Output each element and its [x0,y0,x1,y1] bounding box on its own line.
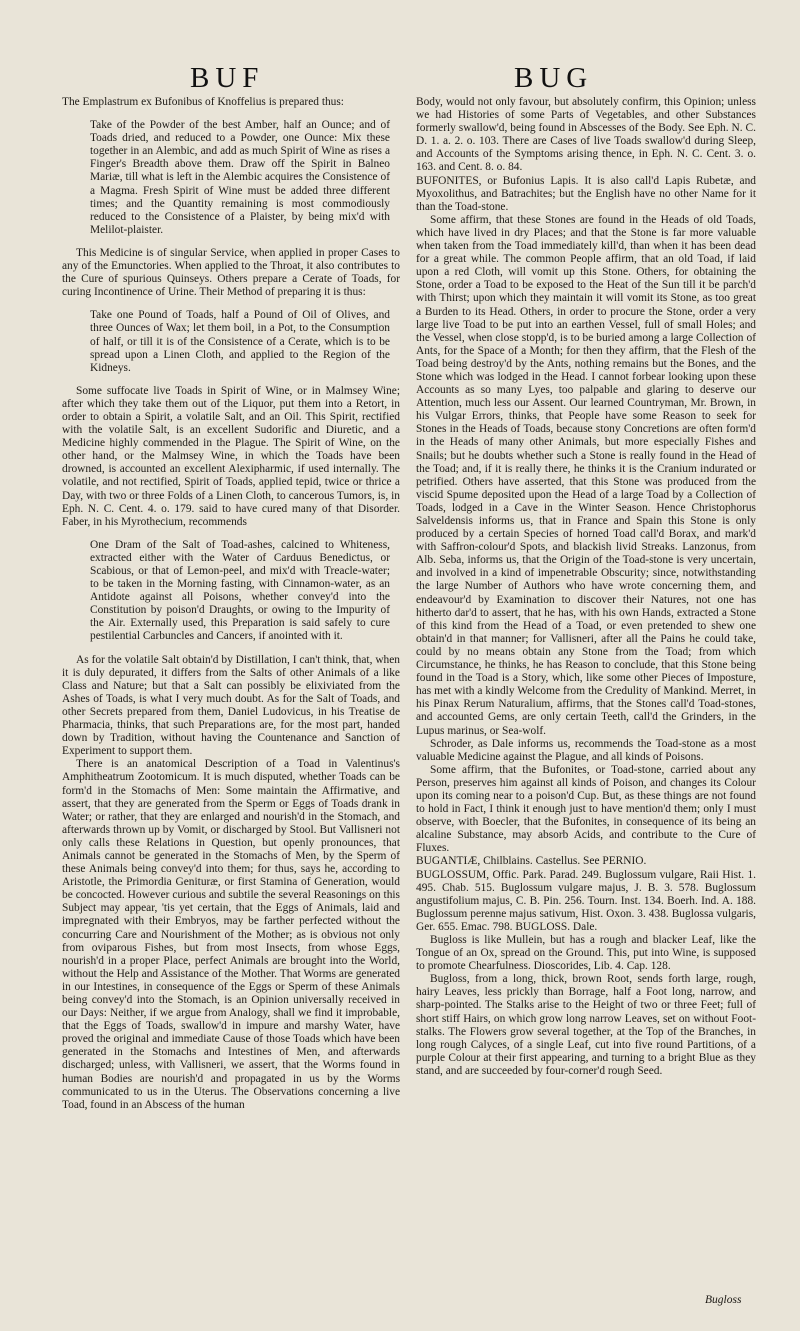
recipe-block [90,309,390,374]
running-head-left: BUF [190,62,265,94]
recipe-text: Take of the Powder of the best Amber, half an Ounce; and of Toads dried, and reduced to a Powder, one Ounce: Mix these together in an Alembic, and add as much Spirit of Wine as rises a Finger's Breadth above them. Draw off the Spirit in Balneo Mariæ, till what is left in the Alembic acquires the Consistence of a Magma. Fresh Spirit of Wine must be added three different times; and the Quantity remaining is most commodiously reduced to the Consistence of a Plaister, by being mix'd with Melilot-plaister. [90,119,390,236]
catchword: Bugloss [705,1294,742,1306]
paragraph: This Medicine is of singular Service, when applied in proper Cases to any of the Emunctories. When applied to the Throat, it also contributes to the Cure of spurious Quinseys. Others prepare a Cerate of Toads, for curing Incontinence of Urine. Their Method of preparing it is thus: [62,246,400,299]
recipe-text: One Dram of the Salt of Toad-ashes, calcined to Whiteness, extracted either with the Water of Carduus Benedictus, or Scabious, or that of Lemon-peel, and mix'd with Treacle-water; to be taken in the Morning fasting, with Cinnamon-water, as an Antidote against all Poisons, whether convey'd into the Constitution by poison'd Draughts, or owing to the Impurity of the Air. Externally used, this Preparation is said safely to cure pestilential Carbuncles and Cancers, if anointed with it. [90,538,390,643]
entry-bugantiae: BUGANTIÆ, Chilblains. Castellus. See PERNIO. [416,855,647,868]
paragraph: Schroder, as Dale informs us, recommends the Toad-stone as a most valuable Medicine against the Plague, and all kinds of Poisons. [416,737,756,763]
recipe-block [90,119,390,237]
paragraph: Body, would not only favour, but absolutely confirm, this Opinion; unless we had Histories of some Parts of Vegetables, and other Substances formerly swallow'd, being found in Abscesses of the Body. See Eph. N. C. D. 1. a. 2. o. 103. There are Cases of live Toads swallow'd during Sleep, and Accounts of the Symptoms arising thence, in Eph. N. C. Cent. 3. o. 163. and Cent. 8. o. 84. [416,96,756,174]
entry-buglossum: BUGLOSSUM, Offic. Park. Parad. 249. Buglossum vulgare, Raii Hist. 1. 495. Chab. 515. Buglossum vulgare majus, J. B. 3. 578. Buglossum angustifolium majus, C. B. Pin. 256. Tourn. Inst. 134. Boerh. Ind. A. 188. Buglossum perenne majus sativum, Hist. Oxon. 3. 438. Buglossa vulgaris, Ger. 655. Emac. 798. BUGLOSS. Dale. [416,868,756,933]
paragraph: The Emplastrum ex Bufonibus of Knoffelius is prepared thus: [62,96,344,108]
paragraph: Bugloss is like Mullein, but has a rough and blacker Leaf, like the Tongue of an Ox, spread on the Ground. This, put into Wine, is supposed to promote Chearfulness. Dioscorides, Lib. 4. Cap. 128. [416,934,756,973]
right-column [416,96,756,1311]
paragraph: Some affirm, that the Bufonites, or Toad-stone, carried about any Person, preserves him against all kinds of Poison, and changes its Colour upon its coming near to a poison'd Cup. But, as these things are not found to hold in Fact, I think it enough just to have mention'd them; only I must observe, with Boecler, that the Bufonites, in consequence of its being an alcaline Substance, may absorb Acids, and contribute to the Cure of Fluxes. [416,763,756,855]
paragraph: Some suffocate live Toads in Spirit of Wine, or in Malmsey Wine; after which they take them out of the Liquor, put them into a Retort, in order to obtain a Spirit, a volatile Salt, and an Oil. This Spirit, rectified with the volatile Salt, is an excellent Sudorific and Diuretic, and a Medicine highly commended in the Plague. The Spirit of Wine, on the other hand, or the Malmsey Wine, in which the Toads have been drowned, is accounted an excellent Alexipharmic, if used internally. The volatile, and not rectified, Spirit of Toads, applied tepid, twice or thrice a Day, with two or three Folds of a Linen Cloth, to cancerous Tumors, is, in Eph. N. C. Cent. 4. o. 179. said to have cured many of that Disorder. Faber, in his Myrothecium, recommends [62,384,400,528]
entry-bufonites: BUFONITES, or Bufonius Lapis. It is also call'd Lapis Rubetæ, and Myoxolithus, and Batrachites; but the English have no other Name for it than the Toad-stone. [416,174,756,213]
paragraph: There is an anatomical Description of a Toad in Valentinus's Amphitheatrum Zootomicum. It is much disputed, whether Toads can be form'd in the Stomachs of Men: Some maintain the Affirmative, and assert, that they are generated from the Sperm or Eggs of Toads drank in Water; or rather, that they are enlarged and nourish'd in the Stomach, and afterwards thrown up by Vomit, or discharged by Stool. But Vallisneri not only calls these Relations in Question, but openly pronounces, that Animals cannot be generated in the Stomachs of Men, by the Sperm of these Animals being convey'd into them; for thus, says he, according to Aristotle, the Primordia Genituræ, or first Stamina of Generation, would be concocted. However curious and subtile the several Reasonings on this Subject may appear, 'tis yet certain, that the Eggs of Animals, laid and impregnated with their Embryos, may be farther perfected without the concurring Care and Nourishment of the Mother; as is obvious not only from oviparous Fishes, but from most Insects, from whose Eggs, nourish'd in a proper Place, perfect Animals are brought into the World, without the Help and Assistance of the Mother. That Worms are generated in our Intestines, in consequence of the Eggs or Sperm of these Animals being convey'd into the Stomach, is an Opinion universally received in our Days: Neither, if we argue from Analogy, shall we find it improbable, that the Eggs of Toads, swallow'd in impure and marshy Water, have proved the original and immediate Cause of those Toads which have been generated in the Stomachs and Intestines of Men, and afterwards discharged; unless, with Vallisneri, we assert, that the Worms found in human Bodies are nourish'd and propagated in us by the Worms communicated to us in the Uterus. The Observations concerning a live Toad, found in an Abscess of the human [62,758,400,1111]
left-column [62,96,400,1311]
paragraph: As for the volatile Salt obtain'd by Distillation, I can't think, that, when it is duly depurated, it differs from the Salts of other Animals of a like Class and Nature; but that a Salt can possibly be elixiviated from the Ashes of Toads, is what I very much doubt. As for the Salt of Toads, and other Secrets prepared from them, Daniel Ludovicus, in his Treatise de Pharmacia, thinks, that such Preparations are, for the most part, handed down by Tradition, without having the Countenance and Sanction of Experiment to support them. [62,653,400,758]
recipe-block [90,539,390,644]
recipe-text: Take one Pound of Toads, half a Pound of Oil of Olives, and three Ounces of Wax; let them boil, in a Pot, to the Consumption of half, or till it is of the Consistence of a Cerate, which is to be spread upon a Linen Cloth, and applied to the Region of the Kidneys. [90,309,390,374]
running-head-right: BUG [514,62,594,94]
paragraph: Some affirm, that these Stones are found in the Heads of old Toads, which have lived in dry Places; and that the Stone is far more valuable when taken from the Toad immediately kill'd, than when it has been dead for a great while. The common People affirm, that an old Toad, if laid upon a red Cloth, will vomit up this Stone. Others, for obtaining the Stone, order a Toad to be exposed to the Heat of the Sun till it be parch'd with Thirst; upon which they maintain it will vomit its Stone, as too great a Burden to its Head. Others, in order to procure the Stone, order a very large live Toad to be put into an earthen Vessel, full of small Holes; and the Vessel, when close stopp'd, is to be buried among a large Collection of Ants, for the Space of a Month; for then they affirm, that the Flesh of the Toad being destroy'd by the Ants, nothing remains but the Bones, and the Stone which was lodged in the Head. I cannot forbear looking upon these Accounts as so many Lyes, too palpable and glaring to deserve our Attention, much less our Assent. Our learned Countryman, Mr. Brown, in his Vulgar Errors, thinks, that People have some Reason to seek for Stones in the Heads of Toads, because stony Concretions are often form'd in the Heads of many other Animals, but more especially Fishes and Snails; but he doubts whether such a Stone is really found in the Head of the Toad; and, if it is really there, he thinks it is the Cranium indurated or petrified. Others have asserted, that this Stone was produced from the viscid Spume deposited upon the Head of a large Toad by a Collection of Toads, lodged in a Cave in the Winter Season. Hence Christophorus Salveldensis informs us, that in France and Spain this Stone is only produced by a certain Species of horned Toad call'd Borax, and mark'd with Saffron-colour'd Spots, and blackish livid Streaks. Lanzonus, from Alb. Seba, informs us, that the Origin of the Toad-stone is very uncertain, and involved in a kind of impenetrable Obscurity; since, notwithstanding the large Number of Authors who have wrote concerning them, and endeavour'd by Examination to discover their Natures, not one has hitherto dar'd to assert, that he has, with his own Hands, extracted a Stone of this kind from the Head of a Toad, or even pretended to shew one obtain'd in that manner; for Vallisneri, after all the Pains he could take, could by no means obtain any Stone from the Toad; from which Circumstance, he thinks, he has Reason to conclude, that this Stone being found in the Toad is a Story, which, like some other Pieces of Imposture, has met with a kindly Welcome from the Credulity of Mankind. Merret, in his Pinax Rerum Naturalium, affirms, that the Stones call'd Toad-stones, and accounted Gems, are only certain Teeth, call'd the Grinders, in the Lupus marinus, or Sea-wolf. [416,213,756,737]
paragraph: Bugloss, from a long, thick, brown Root, sends forth large, rough, hairy Leaves, less prickly than Borrage, half a Foot long, narrow, and sharp-pointed. The Stalks arise to the Height of two or three Feet; full of short stiff Hairs, on which grow long narrow Leaves, set on without Foot-stalks. The Flowers grow several together, at the Top of the Branches, in long rough Calyces, of a single Leaf, cut into five round Partitions, of a purple Colour at their first appearing, and turning to a bright Blue as they stand, and are succeeded by four-corner'd rough Seed. [416,973,756,1077]
